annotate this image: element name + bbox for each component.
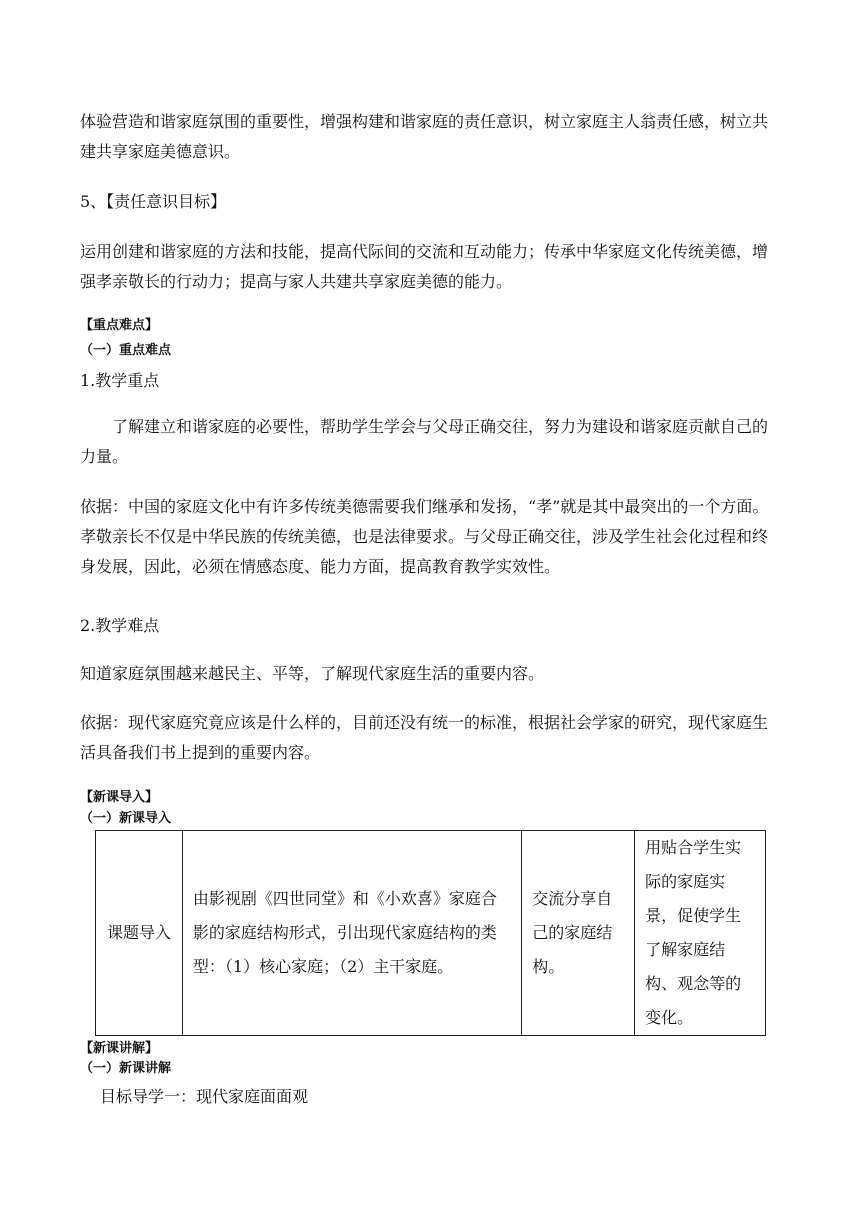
lesson-intro-table <box>95 830 766 1036</box>
goal5-title: 5、【责任意识目标】 <box>80 192 227 211</box>
table-cell-student-activity: 交流分享自己的家庭结构。 <box>522 831 635 1036</box>
teaching-focus-basis: 依据：中国的家庭文化中有许多传统美德需要我们继承和发扬，“孝”就是其中最突出的一个方面。孝敬亲长不仅是中华民族的传统美德，也是法律要求。与父母正确交往，涉及学生社会化过程和终身发展，因此，必须在情感态度、能力方面，提高教育教学实效性。 <box>80 497 769 576</box>
goal1-title: 目标导学一：现代家庭面面观 <box>100 1087 309 1106</box>
teaching-difficulty-title: 2.教学难点 <box>80 616 160 635</box>
teaching-difficulty-basis: 依据：现代家庭究竟应该是什么样的，目前还没有统一的标准，根据社会学家的研究，现代家庭生活具备我们书上提到的重要内容。 <box>80 713 769 762</box>
teaching-focus-title: 1.教学重点 <box>80 371 160 390</box>
table-cell-design-intent: 用贴合学生实际的家庭实景，促使学生了解家庭结构、观念等的变化。 <box>635 831 766 1036</box>
goal5-text: 运用创建和谐家庭的方法和技能，提高代际间的交流和互动能力；传承中华家庭文化传统美德，增强孝亲敬长的行动力；提高与家人共建共享家庭美德的能力。 <box>80 242 769 291</box>
key-points-heading: 【重点难点】 <box>80 318 159 333</box>
new-lesson-intro-subheading: （一）新课导入 <box>80 811 172 826</box>
table-cell-teacher-activity: 由影视剧《四世同堂》和《小欢喜》家庭合影的家庭结构形式，引出现代家庭结构的类型：（1）核心家庭；（2）主干家庭。 <box>182 831 521 1036</box>
table-cell-stage: 课题导入 <box>96 831 183 1036</box>
teaching-difficulty-text: 知道家庭氛围越来越民主、平等，了解现代家庭生活的重要内容。 <box>80 664 545 683</box>
new-lesson-explain-heading: 【新课讲解】 <box>80 1041 159 1056</box>
new-lesson-intro-heading: 【新课导入】 <box>80 790 159 805</box>
paragraph-harmony-awareness: 体验营造和谐家庭氛围的重要性，增强构建和谐家庭的责任意识，树立家庭主人翁责任感，树立共建共享家庭美德意识。 <box>80 112 769 161</box>
new-lesson-explain-subheading: （一）新课讲解 <box>80 1061 172 1076</box>
teaching-focus-text: 了解建立和谐家庭的必要性，帮助学生学会与父母正确交往，努力为建设和谐家庭贡献自己的力量。 <box>80 417 769 466</box>
key-points-subheading: （一）重点难点 <box>80 343 172 358</box>
table-row <box>96 831 766 1036</box>
